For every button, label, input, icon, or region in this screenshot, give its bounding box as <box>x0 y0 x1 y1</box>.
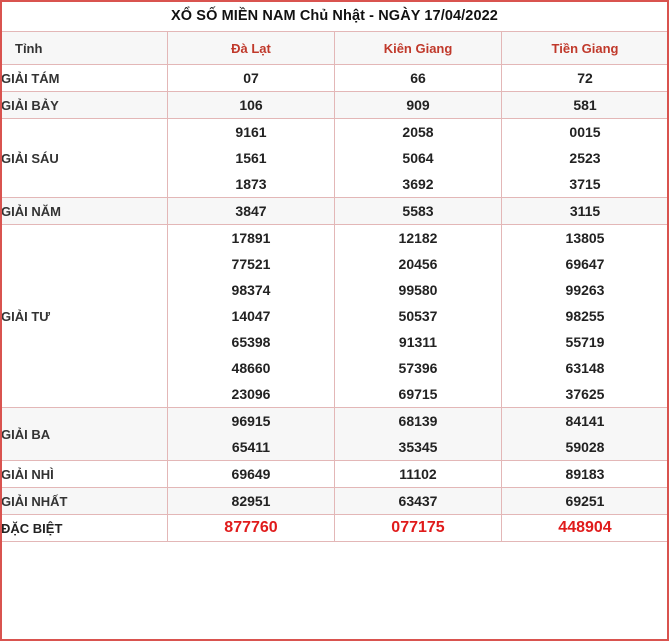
prize-numbers-cell <box>168 408 335 461</box>
title-row <box>1 1 669 32</box>
prize-numbers-cell <box>168 198 335 225</box>
prize-number: 59028 <box>565 439 605 455</box>
prize-number: 98255 <box>565 308 605 324</box>
table-row <box>1 408 669 461</box>
prize-number: 3692 <box>402 176 434 192</box>
prize-number: 1873 <box>235 176 267 192</box>
prize-numbers-cell <box>502 92 669 119</box>
header-province-0: Đà Lạt <box>168 32 335 65</box>
prize-number: 69251 <box>565 493 605 509</box>
prize-numbers-cell <box>168 92 335 119</box>
prize-number: 98374 <box>231 282 271 298</box>
table-row <box>1 515 669 542</box>
prize-number: 9161 <box>235 124 267 140</box>
prize-label: GIẢI NHÌ <box>1 461 168 488</box>
prize-number: 3715 <box>569 176 601 192</box>
prize-number: 68139 <box>398 413 438 429</box>
prize-number: 69715 <box>398 386 438 402</box>
prize-number: 50537 <box>398 308 438 324</box>
prize-numbers-cell <box>502 488 669 515</box>
prize-label: GIẢI TƯ <box>1 225 168 408</box>
prize-label: GIẢI TÁM <box>1 65 168 92</box>
prize-number: 23096 <box>231 386 271 402</box>
prize-number: 96915 <box>231 413 271 429</box>
table-row <box>1 92 669 119</box>
prize-number: 48660 <box>231 360 271 376</box>
prize-number: 0015 <box>569 124 601 140</box>
prize-number: 82951 <box>231 493 271 509</box>
header-province-1: Kiên Giang <box>335 32 502 65</box>
prize-number: 89183 <box>565 466 605 482</box>
prize-number: 581 <box>573 97 597 113</box>
prize-number: 3847 <box>235 203 267 219</box>
prize-numbers-cell <box>335 65 502 92</box>
prize-numbers-cell <box>335 225 502 408</box>
prize-number: 35345 <box>398 439 438 455</box>
table-row <box>1 119 669 198</box>
prize-numbers-cell <box>335 119 502 198</box>
prize-number: 57396 <box>398 360 438 376</box>
prize-number: 99580 <box>398 282 438 298</box>
prize-number: 55719 <box>565 334 605 350</box>
prize-number: 909 <box>406 97 430 113</box>
prize-number: 69647 <box>565 256 605 272</box>
prize-numbers-cell <box>502 515 669 542</box>
header-prize-column: Tỉnh <box>1 32 168 65</box>
page-title: XỔ SỐ MIỀN NAM Chủ Nhật - NGÀY 17/04/2022 <box>1 1 669 32</box>
prize-number: 07 <box>243 70 259 86</box>
prize-number: 11102 <box>399 466 437 482</box>
prize-number: 72 <box>577 70 593 86</box>
prize-number: 5583 <box>402 203 434 219</box>
prize-numbers-cell <box>502 198 669 225</box>
prize-number: 1561 <box>235 150 267 166</box>
prize-numbers-cell <box>168 488 335 515</box>
prize-number: 20456 <box>398 256 438 272</box>
prize-number: 2058 <box>402 124 434 140</box>
prize-number: 65411 <box>231 439 271 455</box>
header-province-2: Tiền Giang <box>502 32 669 65</box>
prize-number: 84141 <box>565 413 605 429</box>
prize-numbers-cell <box>335 408 502 461</box>
prize-numbers-cell <box>168 461 335 488</box>
prize-number: 77521 <box>231 256 271 272</box>
prize-number: 63437 <box>398 493 438 509</box>
prize-number: 2523 <box>569 150 601 166</box>
prize-numbers-cell <box>335 515 502 542</box>
column-header-row <box>1 32 669 65</box>
prize-numbers-cell <box>168 65 335 92</box>
prize-number: 69649 <box>231 466 271 482</box>
table-row <box>1 488 669 515</box>
prize-number: 877760 <box>224 519 278 536</box>
prize-numbers-cell <box>335 488 502 515</box>
table-body <box>1 1 669 542</box>
prize-label: GIẢI SÁU <box>1 119 168 198</box>
prize-number: 63148 <box>565 360 605 376</box>
prize-numbers-cell <box>168 119 335 198</box>
prize-numbers-cell <box>335 198 502 225</box>
prize-label: GIẢI NHẤT <box>1 488 168 515</box>
prize-number: 5064 <box>402 150 434 166</box>
prize-numbers-cell <box>502 65 669 92</box>
prize-numbers-cell <box>502 119 669 198</box>
prize-number: 91311 <box>398 334 438 350</box>
prize-numbers-cell <box>168 515 335 542</box>
prize-numbers-cell <box>335 92 502 119</box>
prize-label: GIẢI NĂM <box>1 198 168 225</box>
prize-number: 13805 <box>565 230 605 246</box>
prize-numbers-cell <box>502 225 669 408</box>
prize-number: 448904 <box>558 519 612 536</box>
table-row <box>1 65 669 92</box>
prize-number: 66 <box>410 70 426 86</box>
prize-number: 106 <box>239 97 263 113</box>
table-row <box>1 461 669 488</box>
prize-numbers-cell <box>502 461 669 488</box>
table-row <box>1 198 669 225</box>
prize-numbers-cell <box>168 225 335 408</box>
prize-number: 12182 <box>398 230 438 246</box>
prize-number: 077175 <box>391 519 445 536</box>
prize-number: 65398 <box>231 334 271 350</box>
prize-label: GIẢI BẢY <box>1 92 168 119</box>
prize-number: 14047 <box>231 308 271 324</box>
prize-number: 37625 <box>565 386 605 402</box>
prize-number: 99263 <box>565 282 605 298</box>
prize-numbers-cell <box>335 461 502 488</box>
prize-numbers-cell <box>502 408 669 461</box>
prize-label: ĐẶC BIỆT <box>1 515 168 542</box>
table-row <box>1 225 669 408</box>
prize-number: 17891 <box>231 230 271 246</box>
prize-label: GIẢI BA <box>1 408 168 461</box>
prize-number: 3115 <box>569 203 601 219</box>
